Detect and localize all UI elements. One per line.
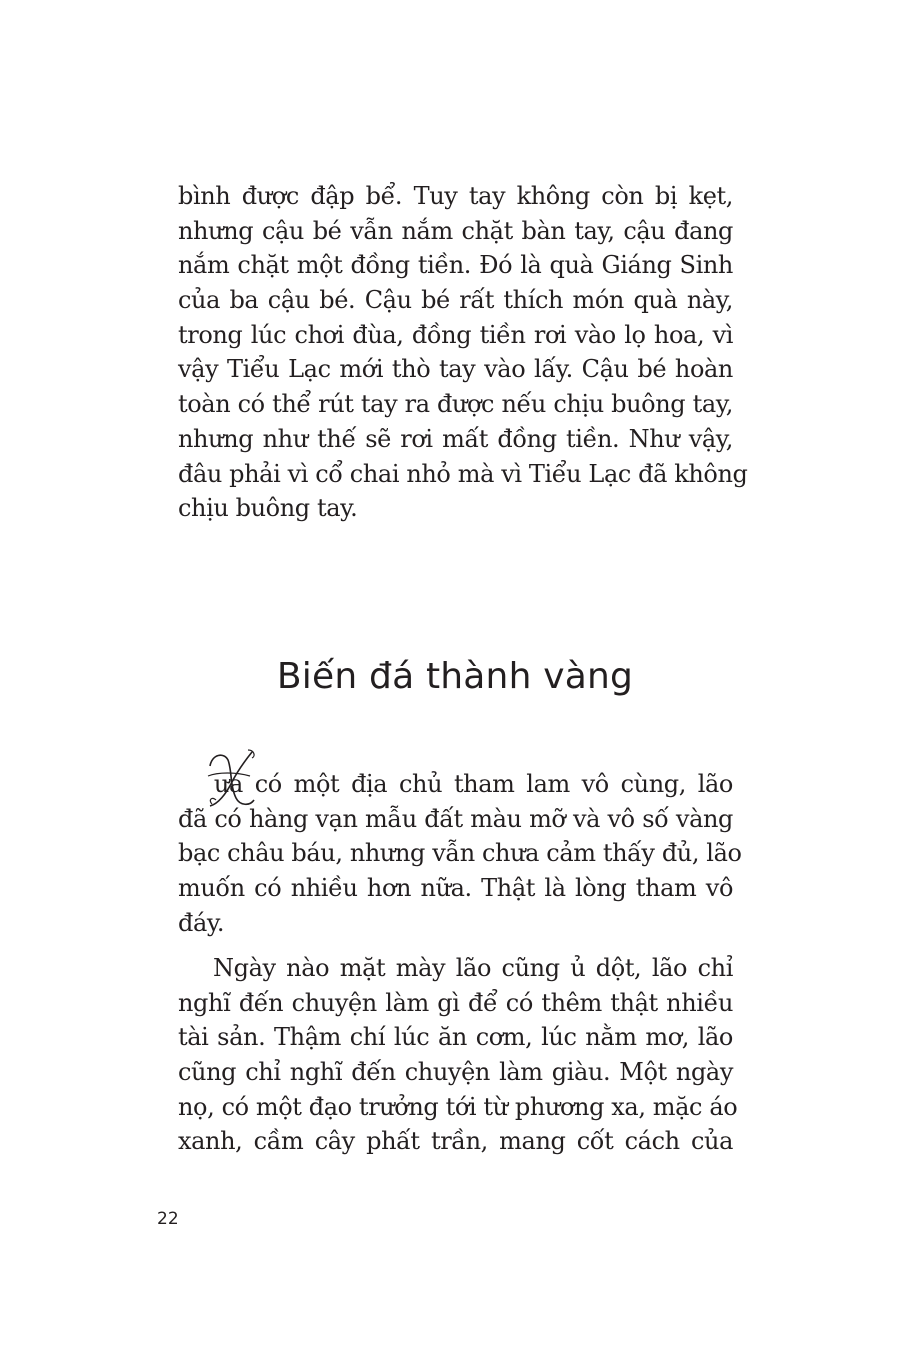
chapter-title: Biến đá thành vàng xyxy=(276,656,634,697)
text-line: cũng chỉ nghĩ đến chuyện làm giàu. Một ngày xyxy=(178,1058,733,1087)
text-line: vậy Tiểu Lạc mới thò tay vào lấy. Cậu bé hoàn xyxy=(178,355,733,384)
text-line: của ba cậu bé. Cậu bé rất thích món quà này, xyxy=(178,286,733,315)
text-line: bạc châu báu, nhưng vẫn chưa cảm thấy đủ, lão xyxy=(178,839,742,868)
text-line: đã có hàng vạn mẫu đất màu mỡ và vô số vàng xyxy=(178,804,733,833)
text-line: Ngày nào mặt mày lão cũng ủ dột, lão chỉ xyxy=(213,954,733,982)
text-line: nắm chặt một đồng tiền. Đó là quà Giáng Sinh xyxy=(178,251,733,280)
text-line: nhưng như thế sẽ rơi mất đồng tiền. Như vậy, xyxy=(178,424,733,453)
page-number: 22 xyxy=(157,1209,179,1229)
text-line: nọ, có một đạo trưởng tới từ phương xa, mặc áo xyxy=(178,1092,738,1121)
text-line: nhưng cậu bé vẫn nắm chặt bàn tay, cậu đang xyxy=(178,216,733,245)
text-line: toàn có thể rút tay ra được nếu chịu buông tay, xyxy=(178,390,733,419)
story-opening-paragraph xyxy=(178,767,742,940)
text-line: chịu buông tay. xyxy=(178,494,358,523)
text-line: trong lúc chơi đùa, đồng tiền rơi vào lọ hoa, vì xyxy=(178,320,733,349)
text-line: nghĩ đến chuyện làm gì để có thêm thật nhiều xyxy=(178,988,733,1017)
text-line: tài sản. Thậm chí lúc ăn cơm, lúc nằm mơ, lão xyxy=(178,1023,733,1052)
text-line: bình được đập bể. Tuy tay không còn bị kẹt, xyxy=(178,182,733,210)
story-second-paragraph xyxy=(178,951,738,1159)
drop-cap-letter: X xyxy=(206,746,207,747)
text-line: đáy. xyxy=(178,908,225,937)
text-line: đâu phải vì cổ chai nhỏ mà vì Tiểu Lạc đã không xyxy=(178,459,748,488)
text-line: xanh, cầm cây phất trần, mang cốt cách của xyxy=(178,1127,733,1156)
passage-continued xyxy=(178,179,748,526)
text-line: ưa có một địa chủ tham lam vô cùng, lão xyxy=(214,770,733,798)
text-line: muốn có nhiều hơn nữa. Thật là lòng tham vô xyxy=(178,874,733,903)
